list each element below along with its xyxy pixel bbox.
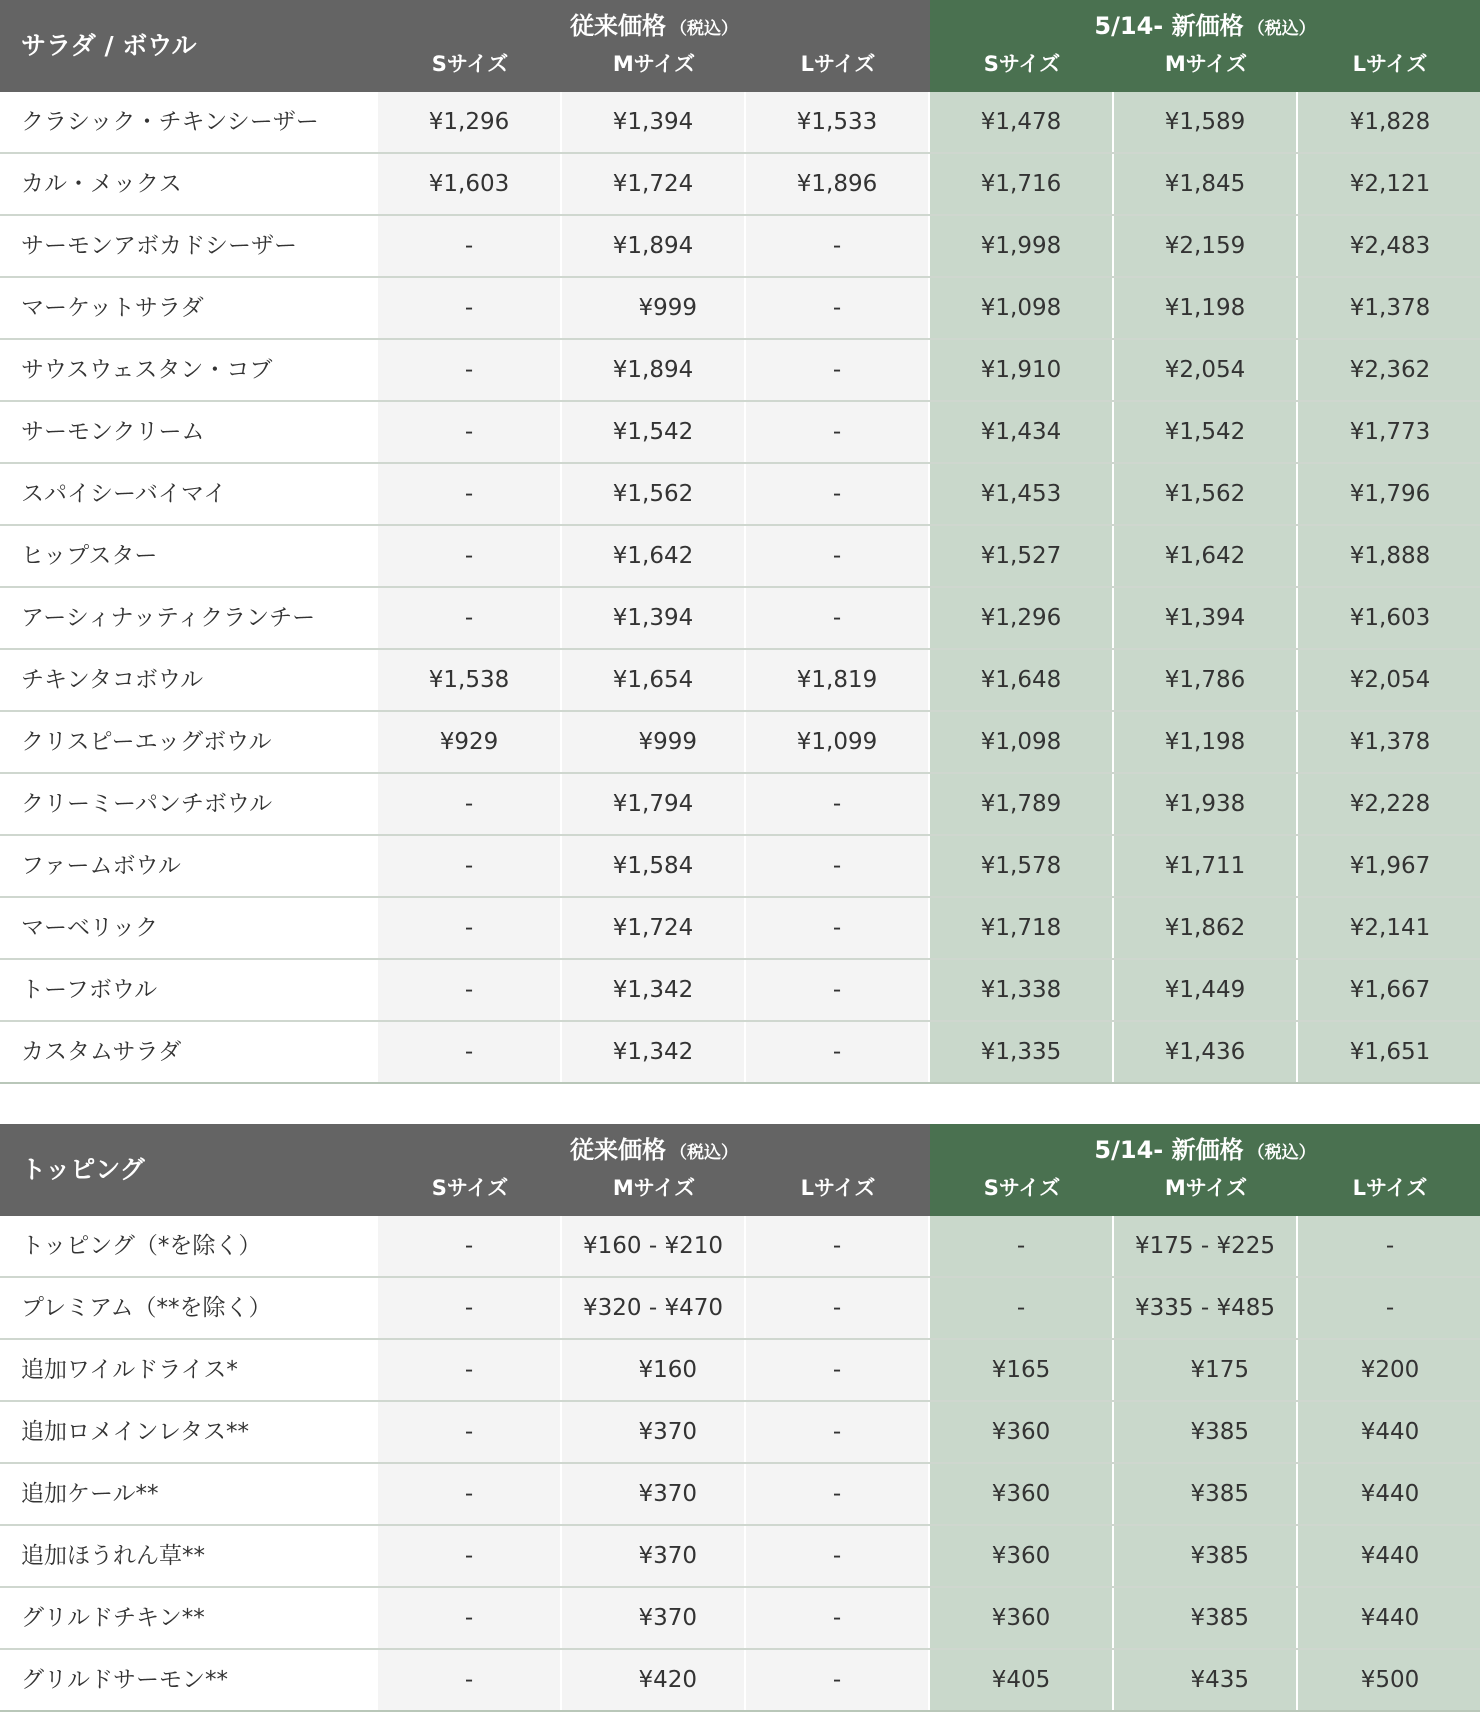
new-price-l: ¥500 <box>1298 1650 1480 1710</box>
new-price-s: ¥1,296 <box>930 588 1114 648</box>
table-body <box>0 92 1480 1084</box>
old-price-s: ¥1,603 <box>378 154 562 214</box>
table-row <box>0 960 1480 1022</box>
table-row <box>0 712 1480 774</box>
old-price-s: - <box>378 1650 562 1710</box>
new-price-s: ¥360 <box>930 1526 1114 1586</box>
old-price-l: - <box>746 898 930 958</box>
new-price-m: ¥175 <box>1114 1340 1298 1400</box>
new-price-s: ¥1,335 <box>930 1022 1114 1082</box>
new-price-l: ¥2,054 <box>1298 650 1480 710</box>
new-price-s: ¥1,789 <box>930 774 1114 834</box>
item-name: グリルドサーモン** <box>0 1650 378 1710</box>
old-price-s: - <box>378 836 562 896</box>
new-price-s: ¥1,578 <box>930 836 1114 896</box>
table-row <box>0 92 1480 154</box>
old-price-s: ¥929 <box>378 712 562 772</box>
old-price-l: ¥1,533 <box>746 92 930 152</box>
item-name: クラシック・チキンシーザー <box>0 92 378 152</box>
table-row <box>0 1588 1480 1650</box>
new-price-m: ¥1,642 <box>1114 526 1298 586</box>
size-header-new-l: Lサイズ <box>1352 1176 1428 1200</box>
old-price-s: - <box>378 1278 562 1338</box>
size-header-old-m: Mサイズ <box>612 52 696 76</box>
category-title: サラダ / ボウル <box>21 31 197 60</box>
new-price-m: ¥385 <box>1114 1402 1298 1462</box>
old-price-m: ¥320 - ¥470 <box>562 1278 746 1338</box>
new-price-l: - <box>1298 1216 1480 1276</box>
new-price-m: ¥2,159 <box>1114 216 1298 276</box>
old-price-m: ¥1,542 <box>562 402 746 462</box>
new-price-m: ¥1,542 <box>1114 402 1298 462</box>
table-row <box>0 774 1480 836</box>
item-name: ファームボウル <box>0 836 378 896</box>
new-price-m: ¥1,449 <box>1114 960 1298 1020</box>
size-header-new-m: Mサイズ <box>1164 1176 1248 1200</box>
new-price-l: ¥440 <box>1298 1402 1480 1462</box>
table-row <box>0 526 1480 588</box>
item-name: トッピング（*を除く） <box>0 1216 378 1276</box>
new-price-label: 5/14- 新価格 <box>1094 1136 1244 1164</box>
old-price-m: ¥1,894 <box>562 340 746 400</box>
old-price-l: ¥1,819 <box>746 650 930 710</box>
new-price-l: ¥1,796 <box>1298 464 1480 524</box>
old-price-m: ¥160 - ¥210 <box>562 1216 746 1276</box>
new-price-m: ¥175 - ¥225 <box>1114 1216 1298 1276</box>
old-price-s: ¥1,296 <box>378 92 562 152</box>
old-price-s: - <box>378 1022 562 1082</box>
new-price-m: ¥385 <box>1114 1588 1298 1648</box>
size-header-old-l: Lサイズ <box>800 52 876 76</box>
item-name: チキンタコボウル <box>0 650 378 710</box>
table-header <box>0 0 1480 92</box>
new-price-s: ¥1,648 <box>930 650 1114 710</box>
new-price-l: ¥1,773 <box>1298 402 1480 462</box>
new-price-l: ¥1,603 <box>1298 588 1480 648</box>
item-name: クリーミーパンチボウル <box>0 774 378 834</box>
table-row <box>0 1464 1480 1526</box>
new-price-m: ¥1,198 <box>1114 278 1298 338</box>
old-price-label: 従来価格 <box>570 1136 666 1164</box>
table-row <box>0 898 1480 960</box>
item-name: 追加ワイルドライス* <box>0 1340 378 1400</box>
item-name: スパイシーバイマイ <box>0 464 378 524</box>
table-row <box>0 402 1480 464</box>
old-price-m: ¥1,642 <box>562 526 746 586</box>
old-price-l: - <box>746 588 930 648</box>
item-name: サーモンクリーム <box>0 402 378 462</box>
table-row <box>0 1340 1480 1402</box>
old-price-s: - <box>378 1340 562 1400</box>
new-price-s: ¥1,716 <box>930 154 1114 214</box>
table-row <box>0 836 1480 898</box>
table-row <box>0 278 1480 340</box>
new-price-l: ¥440 <box>1298 1464 1480 1524</box>
old-price-s: - <box>378 898 562 958</box>
new-price-m: ¥2,054 <box>1114 340 1298 400</box>
old-price-s: - <box>378 774 562 834</box>
old-price-l: - <box>746 216 930 276</box>
new-price-l: ¥2,121 <box>1298 154 1480 214</box>
old-price-m: ¥370 <box>562 1526 746 1586</box>
size-header-new-s: Sサイズ <box>983 52 1061 76</box>
old-price-m: ¥1,724 <box>562 154 746 214</box>
old-price-m: ¥999 <box>562 278 746 338</box>
item-name: グリルドチキン** <box>0 1588 378 1648</box>
old-price-s: - <box>378 1402 562 1462</box>
new-price-l: ¥2,362 <box>1298 340 1480 400</box>
old-price-l: - <box>746 340 930 400</box>
old-price-m: ¥1,894 <box>562 216 746 276</box>
table-row <box>0 1526 1480 1588</box>
old-price-m: ¥1,562 <box>562 464 746 524</box>
old-price-l: - <box>746 1464 930 1524</box>
size-header-old-s: Sサイズ <box>431 1176 509 1200</box>
old-price-m: ¥370 <box>562 1464 746 1524</box>
new-price-s: ¥360 <box>930 1464 1114 1524</box>
old-price-s: ¥1,538 <box>378 650 562 710</box>
new-price-s: ¥1,453 <box>930 464 1114 524</box>
item-name: 追加ロメインレタス** <box>0 1402 378 1462</box>
old-price-l: - <box>746 1022 930 1082</box>
old-price-l: - <box>746 1278 930 1338</box>
old-price-s: - <box>378 526 562 586</box>
topping-price-table <box>0 1124 1480 1712</box>
item-name: ヒップスター <box>0 526 378 586</box>
new-price-l: ¥440 <box>1298 1526 1480 1586</box>
new-price-m: ¥385 <box>1114 1464 1298 1524</box>
item-name: 追加ケール** <box>0 1464 378 1524</box>
new-price-s: ¥1,338 <box>930 960 1114 1020</box>
old-price-l: - <box>746 960 930 1020</box>
table-body <box>0 1216 1480 1712</box>
new-price-l: ¥440 <box>1298 1588 1480 1648</box>
table-row <box>0 1402 1480 1464</box>
item-name: サーモンアボカドシーザー <box>0 216 378 276</box>
new-price-l: ¥1,828 <box>1298 92 1480 152</box>
new-price-s: ¥165 <box>930 1340 1114 1400</box>
table-row <box>0 464 1480 526</box>
new-price-m: ¥1,862 <box>1114 898 1298 958</box>
item-name: カスタムサラダ <box>0 1022 378 1082</box>
old-price-l: - <box>746 1526 930 1586</box>
table-row <box>0 1022 1480 1084</box>
new-price-l: ¥2,141 <box>1298 898 1480 958</box>
category-title: トッピング <box>21 1155 145 1184</box>
table-row <box>0 1216 1480 1278</box>
old-price-l: ¥1,896 <box>746 154 930 214</box>
old-price-s: - <box>378 464 562 524</box>
old-price-l: - <box>746 464 930 524</box>
old-price-m: ¥420 <box>562 1650 746 1710</box>
new-price-s: - <box>930 1278 1114 1338</box>
old-price-m: ¥999 <box>562 712 746 772</box>
old-price-s: - <box>378 1216 562 1276</box>
new-price-tax-note: （税込） <box>1247 19 1316 39</box>
old-price-s: - <box>378 588 562 648</box>
new-price-label: 5/14- 新価格 <box>1094 12 1244 40</box>
old-price-tax-note: （税込） <box>670 1143 738 1163</box>
new-price-m: ¥1,436 <box>1114 1022 1298 1082</box>
new-price-m: ¥1,786 <box>1114 650 1298 710</box>
new-price-l: ¥1,378 <box>1298 278 1480 338</box>
new-price-m: ¥335 - ¥485 <box>1114 1278 1298 1338</box>
old-price-m: ¥1,654 <box>562 650 746 710</box>
new-price-s: ¥1,718 <box>930 898 1114 958</box>
table-row <box>0 588 1480 650</box>
old-price-s: - <box>378 216 562 276</box>
old-price-l: - <box>746 1216 930 1276</box>
table-header <box>0 1124 1480 1216</box>
item-name: クリスピーエッグボウル <box>0 712 378 772</box>
old-price-l: - <box>746 402 930 462</box>
size-header-new-m: Mサイズ <box>1164 52 1248 76</box>
old-price-label: 従来価格 <box>570 12 666 40</box>
old-price-s: - <box>378 340 562 400</box>
old-price-l: - <box>746 1650 930 1710</box>
new-price-tax-note: （税込） <box>1247 1143 1316 1163</box>
size-header-old-s: Sサイズ <box>431 52 509 76</box>
old-price-l: - <box>746 278 930 338</box>
new-price-m: ¥1,938 <box>1114 774 1298 834</box>
item-name: トーフボウル <box>0 960 378 1020</box>
old-price-m: ¥370 <box>562 1588 746 1648</box>
new-price-l: ¥2,483 <box>1298 216 1480 276</box>
new-price-m: ¥1,845 <box>1114 154 1298 214</box>
old-price-group-title <box>378 8 930 44</box>
new-price-s: ¥405 <box>930 1650 1114 1710</box>
new-price-l: ¥1,667 <box>1298 960 1480 1020</box>
old-price-l: - <box>746 526 930 586</box>
new-price-s: ¥1,998 <box>930 216 1114 276</box>
table-row <box>0 650 1480 712</box>
new-price-l: ¥1,378 <box>1298 712 1480 772</box>
new-price-s: ¥360 <box>930 1402 1114 1462</box>
old-price-m: ¥1,394 <box>562 92 746 152</box>
old-price-m: ¥160 <box>562 1340 746 1400</box>
new-price-s: ¥1,434 <box>930 402 1114 462</box>
new-price-m: ¥385 <box>1114 1526 1298 1586</box>
old-price-m: ¥1,584 <box>562 836 746 896</box>
new-price-m: ¥1,394 <box>1114 588 1298 648</box>
new-price-s: ¥1,478 <box>930 92 1114 152</box>
new-price-m: ¥1,711 <box>1114 836 1298 896</box>
new-price-l: - <box>1298 1278 1480 1338</box>
new-price-l: ¥1,888 <box>1298 526 1480 586</box>
new-price-l: ¥2,228 <box>1298 774 1480 834</box>
new-price-s: ¥1,910 <box>930 340 1114 400</box>
new-price-l: ¥1,967 <box>1298 836 1480 896</box>
old-price-m: ¥1,394 <box>562 588 746 648</box>
new-price-l: ¥1,651 <box>1298 1022 1480 1082</box>
size-header-old-l: Lサイズ <box>800 1176 876 1200</box>
old-price-l: - <box>746 1402 930 1462</box>
new-price-group-title <box>930 8 1480 44</box>
table-row <box>0 340 1480 402</box>
item-name: 追加ほうれん草** <box>0 1526 378 1586</box>
item-name: プレミアム（**を除く） <box>0 1278 378 1338</box>
table-row <box>0 1650 1480 1712</box>
old-price-m: ¥1,342 <box>562 1022 746 1082</box>
old-price-s: - <box>378 1526 562 1586</box>
item-name: マーベリック <box>0 898 378 958</box>
new-price-s: - <box>930 1216 1114 1276</box>
new-price-s: ¥1,098 <box>930 712 1114 772</box>
old-price-group-title <box>378 1132 930 1168</box>
old-price-l: - <box>746 1340 930 1400</box>
table-row <box>0 1278 1480 1340</box>
old-price-m: ¥1,794 <box>562 774 746 834</box>
table-row <box>0 154 1480 216</box>
size-header-old-m: Mサイズ <box>612 1176 696 1200</box>
old-price-m: ¥370 <box>562 1402 746 1462</box>
size-header-new-s: Sサイズ <box>983 1176 1061 1200</box>
table-row <box>0 216 1480 278</box>
old-price-s: - <box>378 960 562 1020</box>
item-name: アーシィナッティクランチー <box>0 588 378 648</box>
old-price-s: - <box>378 1464 562 1524</box>
new-price-m: ¥435 <box>1114 1650 1298 1710</box>
new-price-s: ¥1,098 <box>930 278 1114 338</box>
item-name: マーケットサラダ <box>0 278 378 338</box>
new-price-m: ¥1,589 <box>1114 92 1298 152</box>
old-price-tax-note: （税込） <box>670 19 738 39</box>
new-price-m: ¥1,562 <box>1114 464 1298 524</box>
old-price-l: ¥1,099 <box>746 712 930 772</box>
old-price-s: - <box>378 1588 562 1648</box>
new-price-group-title <box>930 1132 1480 1168</box>
old-price-l: - <box>746 1588 930 1648</box>
old-price-m: ¥1,342 <box>562 960 746 1020</box>
old-price-l: - <box>746 774 930 834</box>
new-price-s: ¥360 <box>930 1588 1114 1648</box>
new-price-s: ¥1,527 <box>930 526 1114 586</box>
old-price-l: - <box>746 836 930 896</box>
old-price-s: - <box>378 402 562 462</box>
new-price-l: ¥200 <box>1298 1340 1480 1400</box>
item-name: カル・メックス <box>0 154 378 214</box>
old-price-m: ¥1,724 <box>562 898 746 958</box>
new-price-m: ¥1,198 <box>1114 712 1298 772</box>
old-price-s: - <box>378 278 562 338</box>
size-header-new-l: Lサイズ <box>1352 52 1428 76</box>
item-name: サウスウェスタン・コブ <box>0 340 378 400</box>
